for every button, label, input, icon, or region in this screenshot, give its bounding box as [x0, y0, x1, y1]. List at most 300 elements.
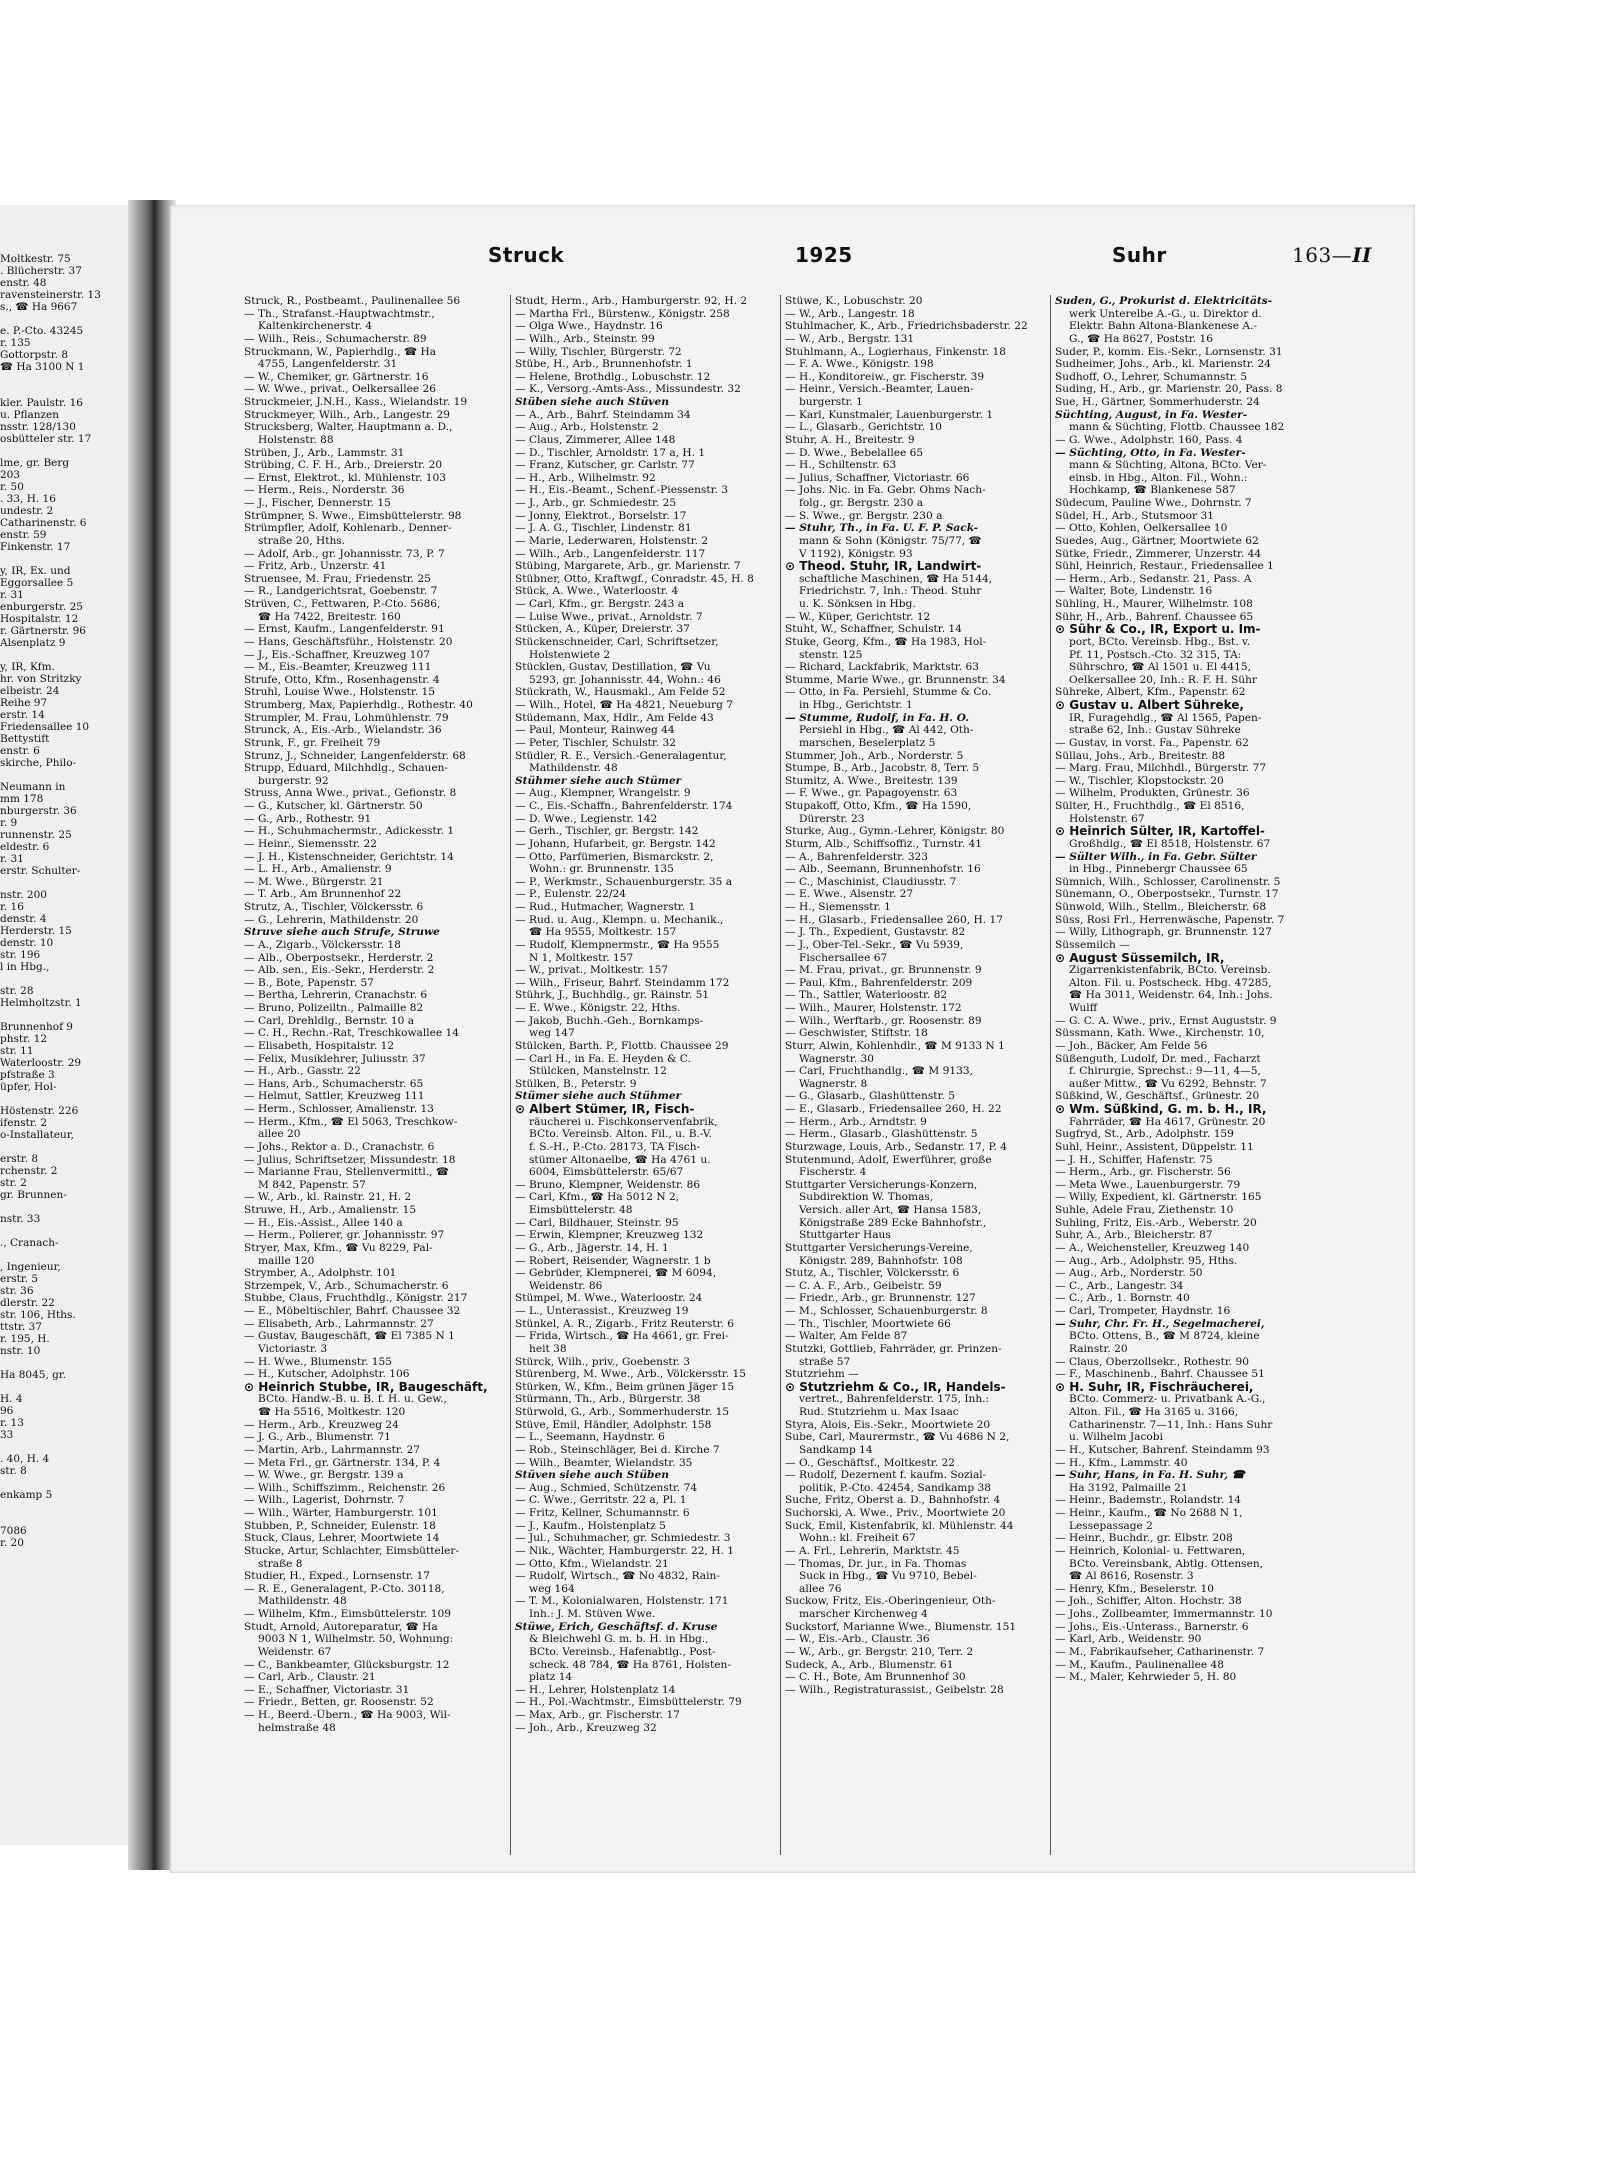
directory-entry: Strutz, A., Tischler, Völckersstr. 6: [244, 901, 424, 913]
directory-entry: — Walter, Am Felde 87: [785, 1330, 908, 1343]
directory-entry: — Rudolf, Klempnermstr., ☎ Ha 9555: [515, 938, 720, 951]
directory-entry: Stürmann, Th., Arb., Bürgerstr. 38: [515, 1393, 701, 1406]
directory-entry: — L., Unterassist., Kreuzweg 19: [515, 1305, 689, 1317]
directory-entry: — M. Wwe., Bürgerstr. 21: [244, 875, 384, 888]
previous-page-line: pfstraße 3: [0, 1069, 55, 1081]
previous-page-line: Helmholtzstr. 1: [0, 997, 82, 1009]
directory-entry: Suck in Hbg., ☎ Vu 9710, Bebel-: [799, 1570, 977, 1583]
directory-entry: Wulff: [1069, 1002, 1098, 1014]
directory-entry: Sütke, Friedr., Zimmerer, Unzerstr. 44: [1055, 547, 1262, 560]
book-gutter: [128, 200, 176, 1870]
directory-entry: — Wilh., Arb., Langenfelderstr. 117: [515, 547, 706, 560]
directory-entry: Stünkel, A. R., Zigarb., Fritz Reuterstr. 6: [515, 1317, 734, 1330]
directory-entry: — R., Landgerichtsrat, Goebenstr. 7: [244, 585, 438, 598]
directory-entry: Süssemilch —: [1055, 938, 1130, 951]
directory-entry: — Carl, Trompeter, Haydnstr. 16: [1055, 1305, 1231, 1317]
previous-page-line: str. 106, Hths.: [0, 1309, 76, 1321]
previous-page-line: y, IR, Ex. und: [0, 565, 71, 577]
directory-entry: u. K. Sönksen in Hbg.: [799, 598, 916, 610]
directory-entry: — Wilhelm, Kfm., Eimsbüttelerstr. 109: [244, 1608, 451, 1620]
directory-entry: — C., Arb., 1. Bornstr. 40: [1055, 1292, 1190, 1305]
directory-entry: folg., gr. Bergstr. 230 a: [799, 497, 924, 509]
directory-entry: — Alb., Seemann, Brunnenhofstr. 16: [785, 863, 981, 876]
directory-entry: & Bleichwehl G. m. b. H. in Hbg.,: [529, 1633, 709, 1646]
directory-entry: Struwe, H., Arb., Amalienstr. 15: [244, 1204, 417, 1216]
directory-entry: — Heinr., Kaufm., ☎ No 2688 N 1,: [1055, 1507, 1243, 1519]
previous-page-line: kler. Paulstr. 16: [0, 397, 83, 409]
directory-entry: — Johann, Hufarbeit, gr. Bergstr. 142: [515, 837, 716, 850]
directory-entry: — H., Lehrer, Holstenplatz 14: [515, 1683, 676, 1696]
previous-page-line: erstr. 8: [0, 1153, 39, 1165]
page-header: [170, 243, 1415, 275]
directory-entry: — Otto, Parfümerien, Bismarckstr. 2,: [515, 850, 714, 863]
column-rule: [780, 295, 781, 1855]
directory-entry: — Walter, Bote, Lindenstr. 16: [1055, 585, 1213, 598]
directory-entry: Sturzwage, Louis, Arb., Sedanstr. 17, P. 4: [785, 1140, 1007, 1153]
directory-entry: ☎ Ha 5516, Moltkestr. 120: [258, 1406, 406, 1418]
directory-entry: — Th., Sattler, Waterloostr. 82: [785, 989, 948, 1002]
directory-entry: in Hbg., Pinnebergr Chaussee 65: [1069, 863, 1248, 876]
directory-entry: — Wilh., Beamter, Wielandstr. 35: [515, 1456, 693, 1469]
directory-entry: — Th., Strafanst.-Hauptwachtmstr.,: [244, 307, 435, 320]
directory-entry: — A., Arb., Bahrf. Steindamm 34: [515, 408, 691, 421]
directory-entry: — A., Zigarb., Völckersstr. 18: [244, 938, 401, 951]
directory-entry: — Meta Wwe., Lauenburgerstr. 79: [1055, 1178, 1241, 1191]
directory-entry: Strunk, F., gr. Freiheit 79: [244, 736, 381, 749]
directory-entry: Süßenguth, Ludolf, Dr. med., Facharzt: [1055, 1052, 1261, 1065]
directory-entry: — Bruno, Polizeiltn., Palmaille 82: [244, 1002, 424, 1014]
directory-entry: maille 120: [258, 1254, 315, 1267]
directory-entry: stenstr. 125: [799, 648, 863, 661]
directory-entry: — Heinr., Bademstr., Rolandstr. 14: [1055, 1494, 1242, 1507]
directory-entry: Lessepassage 2: [1069, 1519, 1153, 1532]
directory-entry: — Herm., Reis., Norderstr. 36: [244, 484, 405, 497]
directory-entry: — Aug., Arb., Norderstr. 50: [1055, 1267, 1203, 1280]
directory-entry: — E., Schaffner, Victoriastr. 31: [244, 1683, 410, 1696]
previous-page-line: ravensteinerstr. 13: [0, 289, 101, 301]
directory-entry: — F. A. Wwe., Königstr. 198: [785, 358, 934, 371]
directory-entry: — Olga Wwe., Haydnstr. 16: [515, 320, 663, 333]
directory-entry: Oelkersallee 20, Inh.: R. F. H. Sühr: [1069, 673, 1257, 686]
directory-entry: platz 14: [529, 1671, 573, 1684]
directory-entry: — Carl, Drehldlg., Bernstr. 10 a: [244, 1014, 415, 1027]
previous-page-line: . 33, H. 16: [0, 493, 56, 505]
header-page-number: [1292, 243, 1372, 267]
directory-entry: — Peter, Tischler, Schulstr. 32: [515, 736, 677, 749]
directory-entry: — W., Eis.-Arb., Claustr. 36: [785, 1633, 930, 1646]
directory-entry: allee 20: [258, 1128, 301, 1141]
directory-entry: — J., Fischer, Dennerstr. 15: [244, 497, 391, 509]
directory-entry: Stücklen, Gustav, Destillation, ☎ Vu: [515, 661, 711, 674]
previous-page-line: [0, 1477, 132, 1489]
previous-page-line: üpfer, Hol-: [0, 1081, 57, 1093]
directory-entry: — B., Bote, Papenstr. 57: [244, 976, 374, 989]
directory-entry: BCto. Ottens, B., ☎ M 8724, kleine: [1069, 1330, 1260, 1343]
directory-entry: — Claus, Zimmerer, Allee 148: [515, 433, 676, 446]
directory-entry: — Max, Arb., gr. Fischerstr. 17: [515, 1709, 680, 1721]
firm-entry: ⊙ Heinrich Stubbe, IR, Baugeschäft,: [244, 1380, 488, 1394]
previous-page-line: str. 36: [0, 1285, 34, 1297]
directory-entry: Strymber, A., Adolphstr. 101: [244, 1267, 397, 1280]
previous-page-line: [0, 313, 132, 325]
directory-entry: Strümpfler, Adolf, Kohlenarb., Denner-: [244, 522, 452, 535]
page-volume-suffix: II: [1352, 243, 1372, 267]
previous-page-text: [0, 253, 132, 1549]
directory-entry: — W., Arb., gr. Bergstr. 210, Terr. 2: [785, 1645, 974, 1658]
previous-page-line: . 40, H. 4: [0, 1453, 50, 1465]
directory-entry: Stülken, B., Peterstr. 9: [515, 1077, 637, 1090]
previous-page-line: [0, 877, 132, 889]
directory-entry: — Aug., Arb., Holstenstr. 2: [515, 421, 659, 434]
previous-page-line: enstr. 59: [0, 529, 47, 541]
previous-page-line: nstr. 10: [0, 1345, 41, 1357]
directory-entry: Stutz, A., Tischler, Völckersstr. 6: [785, 1267, 960, 1280]
directory-entry: Stückrath, W., Hausmakl., Am Felde 52: [515, 686, 726, 699]
directory-entry: — G., Arb., Jägerstr. 14, H. 1: [515, 1241, 669, 1254]
directory-entry: — Johs., Zollbeamter, Immermannstr. 10: [1055, 1608, 1273, 1620]
directory-entry: Sturke, Aug., Gymn.-Lehrer, Königstr. 80: [785, 825, 1005, 838]
directory-entry: — P., Eulenstr. 22/24: [515, 888, 626, 901]
header-year: 1925: [795, 243, 853, 267]
directory-entry: — W., privat., Moltkestr. 157: [515, 964, 669, 977]
directory-entry: — G., Arb., Rothestr. 91: [244, 812, 372, 825]
directory-entry: — E. Wwe., Alsenstr. 27: [785, 888, 914, 901]
directory-entry: Stryer, Max, Kfm., ☎ Vu 8229, Pal-: [244, 1241, 433, 1254]
directory-entry: — W., Arb., kl. Rainstr. 21, H. 2: [244, 1191, 412, 1204]
directory-entry: Wagnerstr. 30: [799, 1052, 875, 1065]
directory-entry: 6004, Eimsbüttelerstr. 65/67: [529, 1166, 684, 1179]
directory-entry: Sube, Carl, Maurermstr., ☎ Vu 4686 N 2,: [785, 1431, 1010, 1444]
directory-column-4: [1055, 295, 1317, 1855]
directory-entry: — Paul, Kfm., Bahrenfelderstr. 209: [785, 976, 973, 989]
previous-page-line: 33: [0, 1429, 14, 1441]
previous-page-line: Höstenstr. 226: [0, 1105, 79, 1117]
directory-entry: — Aug., Klempner, Wrangelstr. 9: [515, 787, 691, 800]
directory-entry: Stühmer siehe auch Stümer: [515, 774, 682, 787]
directory-entry: — H., Eis.-Beamt., Schenf.-Piessenstr. 3: [515, 484, 728, 497]
previous-page-line: nstr. 33: [0, 1213, 41, 1225]
directory-entry: Zigarrenkistenfabrik, BCto. Vereinsb.: [1069, 964, 1271, 977]
directory-entry: Stuht, W., Schaffner, Schulstr. 14: [785, 623, 962, 636]
directory-entry: — J., Arb., gr. Schmiedestr. 25: [515, 497, 677, 509]
directory-entry: Studier, H., Exped., Lornsenstr. 17: [244, 1570, 431, 1583]
directory-entry: u. Wilhelm Jacobi: [1069, 1431, 1163, 1444]
directory-entry: Strufe, Otto, Kfm., Rosenhagenstr. 4: [244, 673, 440, 686]
directory-entry: — J. A. G., Tischler, Lindenstr. 81: [515, 522, 692, 535]
directory-entry: straße 20, Hths.: [258, 534, 346, 547]
directory-entry: — T. Arb., Am Brunnenhof 22: [244, 888, 402, 901]
directory-entry: — C. H., Bote, Am Brunnenhof 30: [785, 1671, 966, 1684]
directory-entry: BCto. Vereinsb., Hafenabtlg., Post-: [529, 1645, 716, 1658]
directory-entry: — H., Eis.-Assist., Allee 140 a: [244, 1216, 403, 1229]
directory-entry: — H., Konditoreiw., gr. Fischerstr. 39: [785, 370, 985, 383]
directory-entry: — G. C. A. Wwe., priv., Ernst Auguststr. 9: [1055, 1014, 1277, 1027]
directory-entry: — Meta Frl., gr. Gärtnerstr. 134, P. 4: [244, 1456, 441, 1469]
previous-page-line: enkamp 5: [0, 1489, 53, 1501]
directory-entry: port, BCto. Vereinsb. Hbg., Bst. v.: [1069, 635, 1251, 648]
directory-entry: — Herm., Polierer, gr. Johannisstr. 97: [244, 1229, 445, 1242]
directory-entry: Strunz, J., Schneider, Langenfelderstr. 68: [244, 749, 466, 762]
directory-entry: — F., Maschinenb., Bahrf. Chaussee 51: [1055, 1368, 1265, 1381]
previous-page-line: erstr. Schulter-: [0, 865, 81, 877]
directory-entry: — W. Wwe., gr. Bergstr. 139 a: [244, 1469, 404, 1482]
previous-page-line: denstr. 10: [0, 937, 54, 949]
directory-entry: in Hbg., Gerichtstr. 1: [799, 699, 913, 711]
previous-page-line: Brunnenhof 9: [0, 1021, 73, 1033]
directory-entry: mann & Süchting, Flottb. Chaussee 182: [1069, 421, 1285, 434]
directory-entry: Sühr, H., Arb., Bahrenf. Chaussee 65: [1055, 610, 1254, 623]
directory-entry: scheck. 48 784, ☎ Ha 8761, Holsten-: [529, 1658, 731, 1671]
directory-entry: Stuke, Georg, Kfm., ☎ Ha 1983, Hol-: [785, 635, 987, 648]
directory-entry: — Gerh., Tischler, gr. Bergstr. 142: [515, 825, 699, 838]
directory-entry: — A. Frl., Lehrerin, Marktstr. 45: [785, 1544, 960, 1557]
previous-page-line: nsstr. 128/130: [0, 421, 76, 433]
directory-entry: Sühling, H., Maurer, Wilhelmstr. 108: [1055, 598, 1253, 610]
directory-entry: — G., Glasarb., Glashüttenstr. 5: [785, 1090, 955, 1103]
directory-entry: Stümer siehe auch Stühmer: [515, 1090, 682, 1103]
directory-entry: Stüwe, Erich, Geschäftsf. d. Kruse: [515, 1620, 718, 1633]
directory-entry: Strüben, J., Arb., Lammstr. 31: [244, 446, 405, 459]
previous-page-line: [0, 1501, 132, 1513]
previous-page-line: [0, 445, 132, 457]
directory-entry: — Rob., Steinschläger, Bei d. Kirche 7: [515, 1443, 720, 1456]
directory-entry: — Felix, Musiklehrer, Juliusstr. 37: [244, 1052, 426, 1065]
firm-entry: ⊙ Albert Stümer, IR, Fisch-: [515, 1103, 695, 1116]
previous-page-line: o-Installateur,: [0, 1129, 75, 1141]
directory-entry: Struve siehe auch Strufe, Struwe: [244, 926, 440, 939]
directory-entry: — Herm., Glasarb., Glashüttenstr. 5: [785, 1128, 978, 1141]
firm-entry: ⊙ Sühr & Co., IR, Export u. Im-: [1055, 623, 1261, 636]
directory-entry: Rud. Stutzriehm u. Max Isaac: [799, 1406, 959, 1418]
directory-entry: — M., Fabrikaufseher, Catharinenstr. 7: [1055, 1645, 1265, 1658]
directory-entry: Pf. 11, Postsch.-Cto. 32 315, TA:: [1069, 648, 1242, 661]
directory-entry: Südecum, Pauline Wwe., Dohrnstr. 7: [1055, 497, 1252, 509]
directory-entry: Stubben, P., Schneider, Eulenstr. 18: [244, 1519, 436, 1532]
directory-entry: — Wilhelm, Produkten, Grünestr. 36: [1055, 787, 1250, 800]
previous-page-line: nburgerstr. 36: [0, 805, 77, 817]
directory-entry: Kaltenkirchenerstr. 4: [258, 320, 373, 333]
directory-entry: — Rudolf, Wirtsch., ☎ No 4832, Rain-: [515, 1570, 720, 1583]
directory-entry: — Rud. u. Aug., Klempn. u. Mechanik.,: [515, 913, 724, 926]
previous-page-line: Hospitalstr. 12: [0, 613, 79, 625]
previous-page-line: Friedensallee 10: [0, 721, 90, 733]
previous-page-line: enstr. 6: [0, 745, 40, 757]
directory-entry: Versich. aller Art, ☎ Hansa 1583,: [799, 1204, 982, 1216]
directory-entry: Sülter, H., Fruchthdlg., ☎ El 8516,: [1055, 800, 1245, 812]
directory-entry: — E., Glasarb., Friedensallee 260, H. 22: [785, 1103, 1002, 1115]
previous-page-line: osbütteler str. 17: [0, 433, 92, 445]
previous-page-line: ttstr. 37: [0, 1321, 42, 1333]
directory-entry: Rainstr. 20: [1069, 1342, 1128, 1355]
directory-entry: — Joh., Schiffer, Alton. Hochstr. 38: [1055, 1595, 1242, 1608]
directory-entry: — Frida, Wirtsch., ☎ Ha 4661, gr. Frei-: [515, 1330, 729, 1343]
directory-entry: — Süchting, Otto, in Fa. Wester-: [1055, 446, 1246, 459]
directory-entry: Fischerstr. 4: [799, 1166, 867, 1179]
directory-entry: Stührk, J., Buchhdlg., gr. Rainstr. 51: [515, 989, 710, 1002]
directory-entry: Stübe, H., Arb., Brunnenhofstr. 1: [515, 358, 693, 371]
directory-entry: — Johs. Nic. in Fa. Gebr. Ohms Nach-: [785, 484, 986, 497]
directory-entry: Sturm, Alb., Schiffsoffiz., Turnstr. 41: [785, 837, 983, 850]
directory-entry: Suckow, Fritz, Eis.-Oberingenieur, Oth-: [785, 1595, 996, 1608]
directory-entry: G., ☎ Ha 8627, Poststr. 16: [1069, 332, 1213, 345]
directory-entry: — Helene, Brothdlg., Lobuschstr. 12: [515, 370, 711, 383]
directory-entry: Ha 3192, Palmaille 21: [1069, 1481, 1188, 1494]
directory-entry: — A., Weichensteller, Kreuzweg 140: [1055, 1241, 1250, 1254]
directory-entry: weg 147: [529, 1027, 575, 1040]
directory-entry: 5293, gr. Johannisstr. 44, Wohn.: 46: [529, 673, 721, 686]
previous-page-line: Moltkestr. 75: [0, 253, 71, 265]
column-rule: [510, 295, 511, 1855]
directory-entry: Stummer, Joh., Arb., Norderstr. 5: [785, 749, 964, 762]
directory-entry: — G., Kutscher, kl. Gärtnerstr. 50: [244, 800, 423, 812]
directory-entry: — Richard, Lackfabrik, Marktstr. 63: [785, 661, 980, 674]
directory-entry: — Alb., Oberpostsekr., Herderstr. 2: [244, 951, 434, 964]
directory-entry: Großhdlg., ☎ El 8518, Holstenstr. 67: [1069, 837, 1271, 850]
directory-entry: Südel, H., Arb., Stutsmoor 31: [1055, 509, 1214, 522]
previous-page-line: Bettystift: [0, 733, 50, 745]
directory-entry: — C. A. F., Arb., Geibelstr. 59: [785, 1279, 942, 1292]
previous-page-line: Waterloostr. 29: [0, 1057, 82, 1069]
directory-entry: — Julius, Schriftsetzer, Missundestr. 18: [244, 1153, 456, 1166]
directory-entry: Sünemann, O., Oberpostsekr., Turnstr. 17: [1055, 888, 1279, 901]
previous-page-line: [0, 649, 132, 661]
directory-entry: Sünwold, Wilh., Stellm., Bleicherstr. 68: [1055, 901, 1267, 913]
directory-entry: — Wilh., Reis., Schumacherstr. 89: [244, 332, 427, 345]
previous-page-line: [0, 553, 132, 565]
directory-entry: Stucke, Artur, Schlachter, Eimsbütteler-: [244, 1544, 460, 1557]
previous-page-line: denstr. 4: [0, 913, 47, 925]
directory-entry: Eimsbüttelerstr. 48: [529, 1204, 633, 1216]
previous-page-line: 7086: [0, 1525, 27, 1537]
previous-page-line: eldestr. 6: [0, 841, 50, 853]
directory-entry: schaftliche Maschinen, ☎ Ha 5144,: [799, 572, 993, 585]
previous-page-line: [0, 769, 132, 781]
previous-page-line: str. 8: [0, 1465, 27, 1477]
directory-entry: Stutenmund, Adolf, Ewerführer, große: [785, 1153, 992, 1166]
directory-entry: — R. E., Generalagent, P.-Cto. 30118,: [244, 1582, 445, 1595]
directory-entry: Weidenstr. 67: [258, 1645, 332, 1658]
directory-entry: straße 57: [799, 1355, 851, 1368]
directory-entry: — Carl H., in Fa. E. Heyden & C.: [515, 1052, 691, 1065]
directory-entry: Mathildenstr. 48: [529, 762, 618, 775]
directory-entry: — Adolf, Arb., gr. Johannisstr. 73, P. 7: [244, 547, 445, 560]
previous-page-line: enburgerstr. 25: [0, 601, 83, 613]
directory-entry: Strümpner, S. Wwe., Eimsbüttelerstr. 98: [244, 509, 462, 522]
directory-entry: — Gustav, in vorst. Fa., Papenstr. 62: [1055, 736, 1249, 749]
previous-page-line: [0, 1093, 132, 1105]
directory-entry: weg 164: [529, 1582, 575, 1595]
directory-entry: Strupp, Eduard, Milchhdlg., Schauen-: [244, 762, 449, 775]
directory-entry: N 1, Moltkestr. 157: [529, 951, 634, 964]
previous-page-line: Neumann in: [0, 781, 66, 793]
previous-page-line: [0, 1249, 132, 1261]
directory-entry: — Herm., Schlosser, Amalienstr. 13: [244, 1103, 434, 1115]
directory-entry: Sümnich, Wilh., Schlosser, Carolinenstr. 5: [1055, 875, 1281, 888]
directory-entry: Fischersallee 67: [799, 951, 888, 964]
directory-entry: Wohn.: kl. Freiheit 67: [799, 1532, 916, 1545]
previous-page-line: l in Hbg.,: [0, 961, 50, 973]
column-rule: [1050, 295, 1051, 1855]
directory-entry: — Wilh., Wärter, Hamburgerstr. 101: [244, 1507, 438, 1519]
directory-entry: — J., Eis.-Schaffner, Kreuzweg 107: [244, 648, 430, 661]
directory-entry: Fahrräder, ☎ Ha 4617, Grünestr. 20: [1069, 1115, 1266, 1128]
directory-page: [170, 205, 1415, 1873]
directory-entry: Stürenberg, M. Wwe., Arb., Völckersstr. 15: [515, 1368, 747, 1381]
previous-page-line: [0, 1009, 132, 1021]
directory-entry: Suder, P., komm. Eis.-Sekr., Lornsenstr. 31: [1055, 345, 1283, 358]
directory-entry: — H., Beerd.-Übern., ☎ Ha 9003, Wil-: [244, 1709, 451, 1721]
directory-entry: Suche, Fritz, Oberst a. D., Bahnhofstr. 4: [785, 1494, 1001, 1507]
directory-entry: Stuhr, A. H., Breitestr. 9: [785, 433, 915, 446]
directory-entry: — Robert, Reisender, Wagnerstr. 1 b: [515, 1254, 711, 1267]
directory-entry: Inh.: J. M. Stüven Wwe.: [529, 1608, 656, 1620]
directory-column-1: [244, 295, 507, 1855]
directory-entry: 4755, Langenfelderstr. 31: [258, 358, 398, 371]
directory-entry: — Suhr, Hans, in Fa. H. Suhr, ☎: [1055, 1469, 1245, 1482]
directory-entry: mann & Süchting, Altona, BCto. Ver-: [1069, 459, 1267, 472]
previous-page-line: erstr. 14: [0, 709, 45, 721]
directory-entry: Suckstorf, Marianne Wwe., Blumenstr. 151: [785, 1620, 1017, 1633]
directory-entry: — Herm., Arb., gr. Fischerstr. 56: [1055, 1166, 1231, 1179]
previous-page-line: str. 28: [0, 985, 34, 997]
directory-entry: — W., Arb., Bergstr. 131: [785, 332, 915, 345]
previous-page-line: mm 178: [0, 793, 44, 805]
directory-entry: — Martin, Arb., Lahrmannstr. 27: [244, 1443, 421, 1456]
directory-entry: — A., Bahrenfelderstr. 323: [785, 850, 929, 863]
directory-entry: — Wilh., Werftarb., gr. Roosenstr. 89: [785, 1014, 982, 1027]
directory-entry: — Friedr., Arb., gr. Brunnenstr. 127: [785, 1292, 976, 1305]
directory-entry: — Wilh., Hotel, ☎ Ha 4821, Neueburg 7: [515, 699, 733, 711]
directory-entry: — Aug., Arb., Adolphstr. 95, Hths.: [1055, 1254, 1238, 1267]
previous-page-line: Finkenstr. 17: [0, 541, 71, 553]
directory-entry: — Geschwister, Stiftstr. 18: [785, 1027, 928, 1040]
directory-entry: — Julius, Schaffner, Victoriastr. 66: [785, 471, 970, 484]
directory-entry: — W. Wwe., privat., Oelkersallee 26: [244, 383, 436, 396]
directory-entry: — Wilh., Lagerist, Dohrnstr. 7: [244, 1494, 405, 1507]
previous-page-line: H. 4: [0, 1393, 23, 1405]
previous-page-line: [0, 1201, 132, 1213]
directory-entry: — H., Kutscher, Adolphstr. 106: [244, 1368, 410, 1381]
directory-entry: — H. Wwe., Blumenstr. 155: [244, 1355, 392, 1368]
directory-entry: Stuck, Claus, Lehrer, Moortwiete 14: [244, 1532, 440, 1545]
directory-entry: Stücken, A., Küper, Dreierstr. 37: [515, 623, 690, 636]
previous-page-line: skirche, Philo-: [0, 757, 77, 769]
directory-entry: — Th., Tischler, Moortwiete 66: [785, 1317, 951, 1330]
directory-entry: — Marianne Frau, Stellenvermittl., ☎: [244, 1166, 450, 1179]
directory-entry: — Jul., Schuhmacher, gr. Schmiedestr. 3: [515, 1532, 731, 1545]
firm-entry: ⊙ Heinrich Sülter, IR, Kartoffel-: [1055, 825, 1265, 838]
directory-entry: — Wilh., Maurer, Holstenstr. 172: [785, 1002, 962, 1014]
directory-entry: Stutzriehm —: [785, 1368, 859, 1381]
directory-entry: — Herm., Arb., Kreuzweg 24: [244, 1418, 399, 1431]
directory-entry: — Wilh., Arb., Steinstr. 99: [515, 332, 655, 345]
directory-entry: — Hans, Arb., Schumacherstr. 65: [244, 1077, 424, 1090]
directory-entry: burgerstr. 92: [258, 774, 329, 787]
directory-entry: Dürerstr. 23: [799, 812, 865, 825]
directory-entry: — Nik., Wächter, Hamburgerstr. 22, H. 1: [515, 1544, 734, 1557]
directory-entry: — Bruno, Klempner, Weidenstr. 86: [515, 1178, 701, 1191]
previous-page-line: Reihe 97: [0, 697, 48, 709]
directory-entry: — Carl, Bildhauer, Steinstr. 95: [515, 1216, 679, 1229]
directory-entry: straße 62, Inh.: Gustav Sühreke: [1069, 724, 1241, 737]
previous-page-line: r. 195, H.: [0, 1333, 50, 1345]
previous-page-line: lme, gr. Berg: [0, 457, 70, 469]
previous-page-line: r. 20: [0, 1537, 24, 1549]
directory-entry: — Carl, Fruchthandlg., ☎ M 9133,: [785, 1065, 973, 1078]
directory-entry: — W., Arb., Langestr. 18: [785, 307, 915, 320]
directory-entry: — S. Wwe., gr. Bergstr. 230 a: [785, 509, 943, 522]
previous-page-line: s., ☎ Ha 9667: [0, 301, 78, 313]
